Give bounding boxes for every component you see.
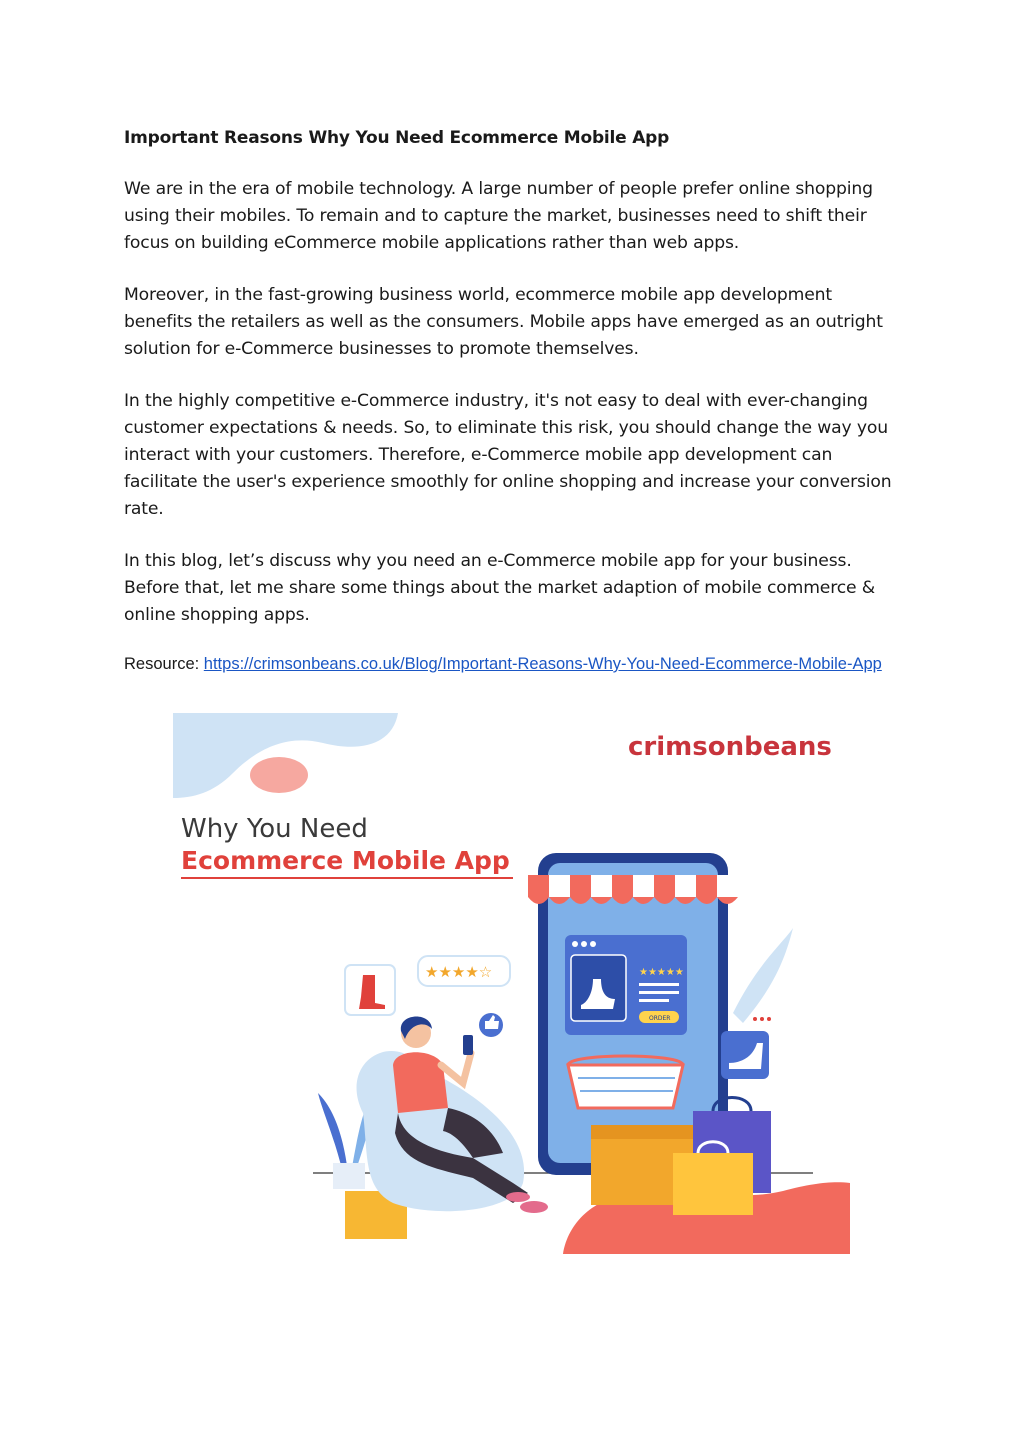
- leaf-decor: [733, 928, 793, 1023]
- yellow-bag-right: [673, 1153, 753, 1215]
- product-rating: [639, 967, 684, 978]
- pink-oval: [250, 757, 308, 793]
- article-title: Important Reasons Why You Need Ecommerce Mobile App: [124, 128, 670, 148]
- paragraph-4: In this blog, let’s discuss why you need an e-Commerce mobile app for your business. Before that, let me share some things about the market adaption of mobile commerce & online shopping apps.: [124, 551, 876, 625]
- rating-stars: ★★★★☆: [425, 963, 493, 981]
- cart-icon: [568, 1056, 683, 1108]
- resource-link[interactable]: https://crimsonbeans.co.uk/Blog/Important-Reasons-Why-You-Need-Ecommerce-Mobile-App: [203, 655, 882, 673]
- paragraph-2: Moreover, in the fast-growing business world, ecommerce mobile app development benefits the retailers as well as the consumers. Mobile apps have emerged as an outright solution for e-Commerce businesses to promote themselves.: [124, 285, 883, 359]
- resource-line: [124, 652, 904, 677]
- order-button-label: ORDER: [649, 1015, 671, 1022]
- headline-line2: Ecommerce Mobile App: [181, 846, 510, 875]
- banner-svg: [173, 713, 850, 1254]
- svg-text:★★★★★: ★★★★★: [639, 967, 684, 978]
- paragraph-1: We are in the era of mobile technology. A large number of people prefer online shopping using their mobiles. To remain and to capture the market, businesses need to shift their focus on building eCommerce mobile applications rather than web apps.: [124, 179, 873, 253]
- headline-line1: Why You Need: [181, 814, 368, 844]
- article: [124, 126, 904, 677]
- banner-illustration: [173, 713, 850, 1254]
- brand-logo-text: crimsonbeans: [628, 732, 832, 762]
- resource-label: Resource:: [124, 655, 200, 673]
- paragraph-3: In the highly competitive e-Commerce industry, it's not easy to deal with ever-changing customer expectations & needs. So, to eliminate this risk, you should change the way you interact with your customers. Therefore, e-Commerce mobile app development can facilitate the user's experience smoothly for online shopping and increase your conversion rate.: [124, 391, 892, 519]
